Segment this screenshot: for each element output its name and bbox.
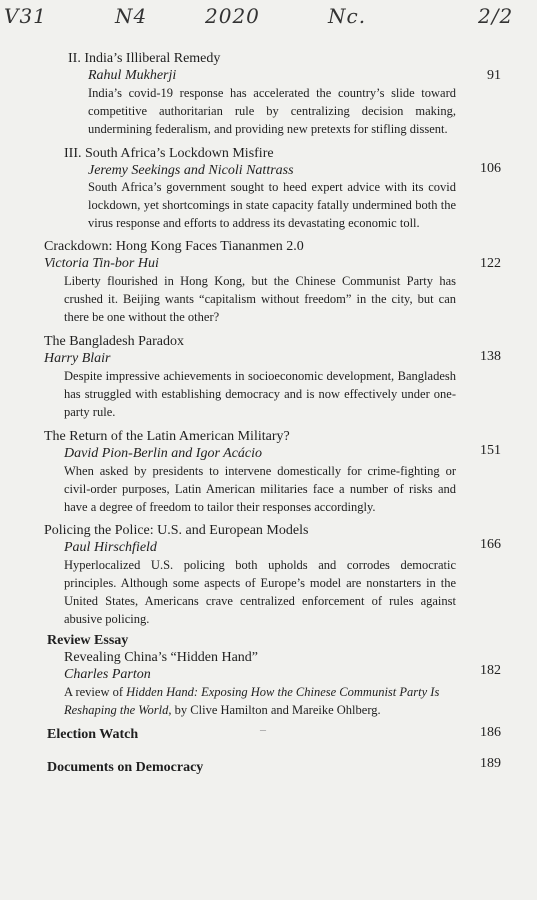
entry-title: The Bangladesh Paradox <box>44 334 184 349</box>
entry-author: Harry Blair <box>44 351 111 366</box>
entry-author: Paul Hirschfield <box>64 540 157 555</box>
entry-page-number: 166 <box>480 537 501 552</box>
handwritten-year: 2020 <box>205 4 260 28</box>
entry-abstract: India’s covid-19 response has accelerated the country’s slide toward competitive authoritarian rule by centralizing decision making, undermining federalism, and providing new pretexts for stifling dissent. <box>88 86 456 136</box>
entry-author: Victoria Tin-bor Hui <box>44 256 159 271</box>
handwritten-part: 2/2 <box>478 4 514 28</box>
entry-abstract: Despite impressive achievements in socioeconomic development, Bangladesh has struggled with establishing democracy and is now effectively under one-party rule. <box>64 369 456 419</box>
entry-author: Rahul Mukherji <box>88 68 177 83</box>
stray-mark: – <box>260 722 266 736</box>
entry-author: David Pion-Berlin and Igor Acácio <box>64 446 263 461</box>
entry-page-number: 122 <box>480 256 501 271</box>
handwritten-note: Nc. <box>328 4 367 28</box>
section-label: Election Watch <box>47 727 139 742</box>
entry-title: Revealing China’s “Hidden Hand” <box>64 650 259 665</box>
section-label: Documents on Democracy <box>47 760 204 775</box>
review-abstract-suffix: by Clive Hamilton and Mareike Ohlberg. <box>171 703 381 717</box>
entry-title: Crackdown: Hong Kong Faces Tiananmen 2.0 <box>44 239 304 254</box>
review-book-title: Hidden Hand: Exposing How the Chinese Communist Party Is Reshaping the World, <box>64 685 440 717</box>
entry-page-number: 151 <box>480 443 501 458</box>
review-abstract-prefix: A review of <box>64 685 127 699</box>
entry-author: Jeremy Seekings and Nicoli Nattrass <box>88 163 294 178</box>
entry-page-number: 106 <box>480 161 501 176</box>
entry-author: Charles Parton <box>64 667 151 682</box>
handwritten-number: N4 <box>115 4 148 28</box>
entry-page-number: 182 <box>480 663 501 678</box>
entry-title: III. South Africa’s Lockdown Misfire <box>64 146 274 161</box>
entry-abstract <box>64 683 456 719</box>
entry-page-number: 138 <box>480 349 501 364</box>
section-page-number: 186 <box>480 725 501 740</box>
section-page-number: 189 <box>480 756 501 771</box>
entry-title: The Return of the Latin American Military? <box>44 429 290 444</box>
handwritten-volume: V31 <box>4 4 47 28</box>
entry-abstract: When asked by presidents to intervene domestically for crime-fighting or civil-order purposes, Latin American militaries face a number of risks and have a degree of freedom to tailor their responses accordingly. <box>64 464 456 514</box>
review-essay-heading: Review Essay <box>47 633 129 648</box>
entry-page-number: 91 <box>487 68 501 83</box>
entry-title: II. India’s Illiberal Remedy <box>68 51 221 66</box>
entry-abstract: South Africa’s government sought to heed expert advice with its covid lockdown, yet shortcomings in state capacity fatally undermined both the virus response and efforts to address its devastating economic toll. <box>88 180 456 230</box>
entry-abstract: Hyperlocalized U.S. policing both upholds and corrodes democratic principles. Although some aspects of Europe’s model are nonstarters in the United States, Americans crave centralized enforcement of rules against abusive policing. <box>64 558 456 626</box>
entry-title: Policing the Police: U.S. and European Models <box>44 523 309 538</box>
entry-abstract: Liberty flourished in Hong Kong, but the Chinese Communist Party has crushed it. Beijing wants “capitalism without freedom” in the city, but can there be one without the other? <box>64 274 456 324</box>
